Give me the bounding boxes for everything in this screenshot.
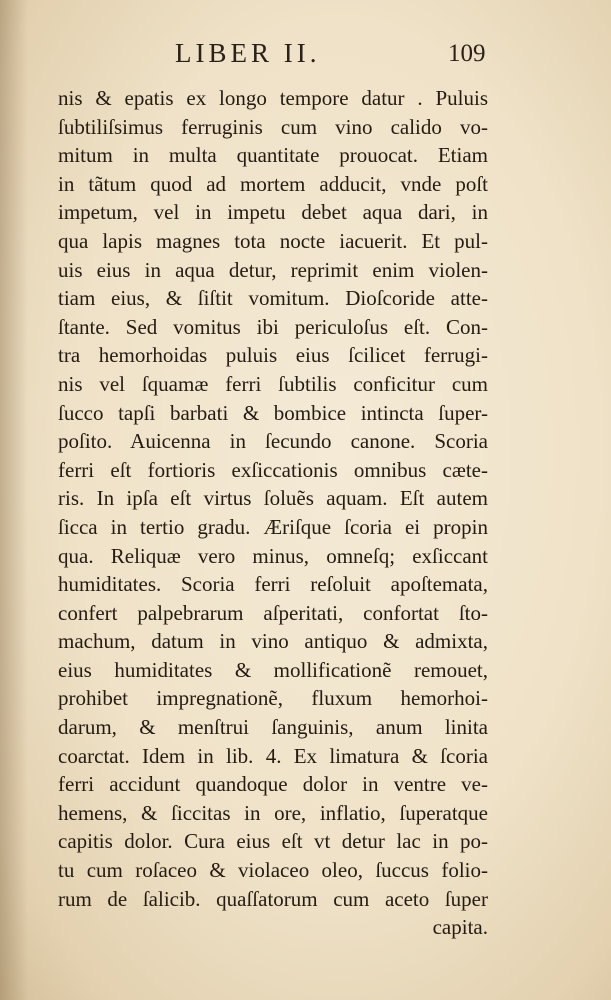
- text-line: ſicca in tertio gradu. Æriſque ſcoria ei propin: [58, 514, 488, 539]
- gutter-shadow: [0, 0, 28, 1000]
- text-line: machum, datum in vino antiquo & admixta,: [58, 629, 488, 654]
- body-text: [58, 84, 488, 942]
- text-line: poſito. Auicenna in ſecundo canone. Scoria: [58, 429, 488, 454]
- text-line: darum, & menſtrui ſanguinis, anum linita: [58, 715, 488, 740]
- text-line: ris. In ipſa eſt virtus ſoluẽs aquam. Eſt autem: [58, 486, 488, 511]
- text-line: mitum in multa quantitate prouocat. Etiam: [58, 143, 488, 168]
- running-head: LIBER II.: [175, 38, 321, 68]
- text-line: uis eius in aqua detur, reprimit enim violen-: [58, 257, 488, 282]
- text-line: humiditates. Scoria ferri reſoluit apoſtemata,: [58, 572, 488, 597]
- text-line: capitis dolor. Cura eius eſt vt detur lac in po-: [58, 829, 488, 854]
- text-line: nis & epatis ex longo tempore datur . Puluis: [58, 86, 488, 110]
- text-line: in tãtum quod ad mortem adducit, vnde poſt: [58, 171, 488, 196]
- text-line: nis vel ſquamæ ferri ſubtilis conficitur cum: [58, 371, 488, 396]
- text-line: ferri accidunt quandoque dolor in ventre ve-: [58, 772, 488, 797]
- text-line: eius humiditates & mollificationẽ remouet,: [58, 657, 488, 682]
- page-number: 109: [448, 40, 486, 67]
- text-line: ferri eſt fortioris exſiccationis omnibus cæte-: [58, 457, 488, 482]
- text-line: tra hemorhoidas puluis eius ſcilicet ferrugi-: [58, 343, 488, 368]
- text-line: qua. Reliquæ vero minus, omneſq; exſiccant: [58, 543, 488, 568]
- text-line: coarctat. Idem in lib. 4. Ex limatura & ſcoria: [58, 743, 488, 768]
- text-line: hemens, & ſiccitas in ore, inflatio, ſuperatque: [58, 800, 488, 825]
- text-line: prohibet impregnationẽ, fluxum hemorhoi-: [58, 686, 488, 711]
- text-line: rum de ſalicib. quaſſatorum cum aceto ſuper: [58, 886, 488, 911]
- text-line: ſtante. Sed vomitus ibi periculoſus eſt. Con-: [58, 314, 488, 339]
- text-line: qua lapis magnes tota nocte iacuerit. Et pul-: [58, 228, 488, 253]
- text-line: ſucco tapſi barbati & bombice intincta ſuper-: [58, 400, 488, 425]
- page-header: [0, 38, 611, 78]
- text-line: confert palpebrarum aſperitati, confortat ſto-: [58, 600, 488, 625]
- catchword: capita.: [432, 915, 488, 940]
- text-line: tu cum roſaceo & violaceo oleo, ſuccus folio-: [58, 858, 488, 883]
- text-line: impetum, vel in impetu debet aqua dari, in: [58, 200, 488, 225]
- text-line: ſubtiliſsimus ferruginis cum vino calido vo-: [58, 114, 488, 139]
- text-line: tiam eius, & ſiſtit vomitum. Dioſcoride atte-: [58, 286, 488, 311]
